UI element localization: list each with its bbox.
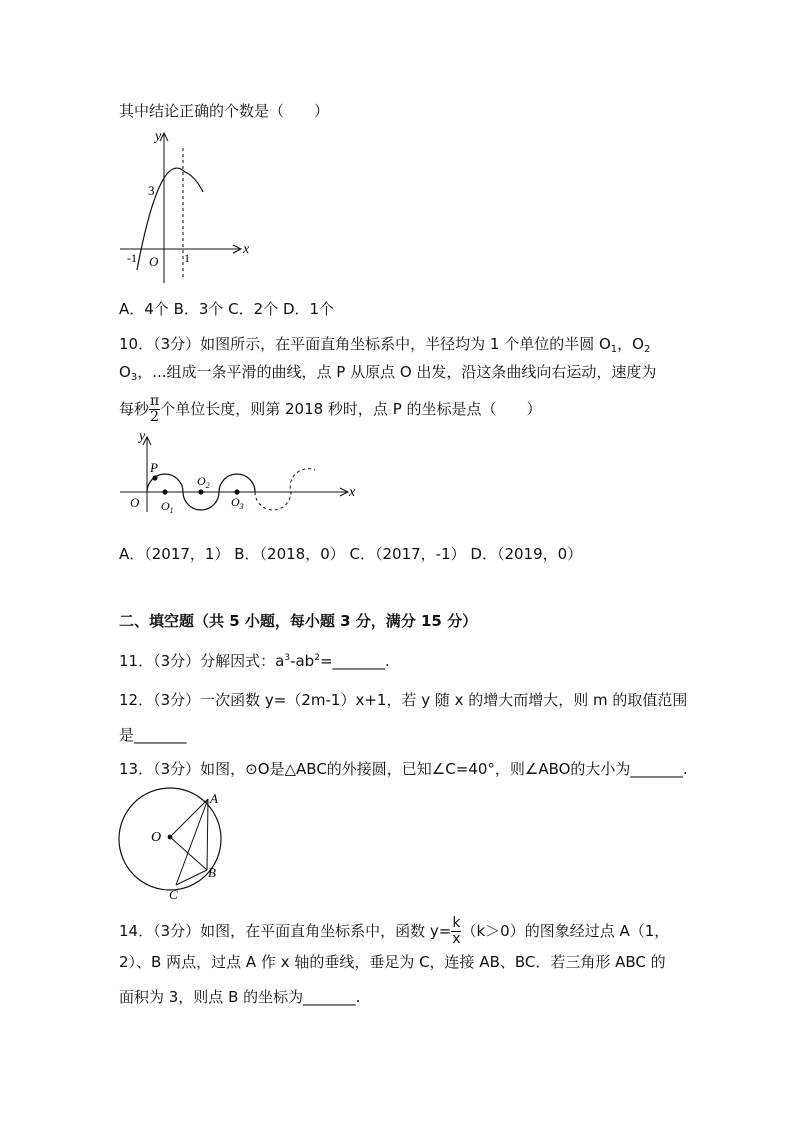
q10-line2: $O_3$，...组成一条平滑的曲线，点 P 从原点 O 出发，沿这条曲线向右运动，速度为 bbox=[119, 363, 657, 383]
q13-a-label: A bbox=[210, 791, 218, 806]
q9-parabola-graph bbox=[115, 128, 255, 288]
q9-stem: 其中结论正确的个数是（ ） bbox=[119, 102, 330, 120]
q12-line1: 12．（3分）一次函数 y=（2m-1）x+1，若 y 随 x 的增大而增大，则 m 的取值范围 bbox=[119, 691, 688, 709]
q9-options: A．4个 B．3个 C．2个 D．1个 bbox=[119, 300, 335, 318]
q14-line3: 面积为 3，则点 B 的坐标为_______. bbox=[119, 988, 361, 1006]
q10-p-label: P bbox=[150, 460, 158, 475]
q9-origin-label: O bbox=[149, 254, 159, 269]
q13-text: 13．（3分）如图，⊙O是△ABC的外接圆，已知∠C=40°，则∠ABO的大小为_______. bbox=[119, 760, 688, 778]
q10-o3-label: $O_3$ bbox=[231, 495, 244, 511]
pi-over-2-fraction: $\frac{\pi}{2}$ bbox=[150, 393, 160, 425]
q9-tick-3: 3 bbox=[148, 183, 155, 198]
q9-x-label: x bbox=[243, 242, 250, 257]
q14-line2: 2）、B 两点，过点 A 作 x 轴的垂线，垂足为 C，连接 AB、BC．若三角形 ABC 的 bbox=[119, 953, 666, 971]
q10-semicircle-graph bbox=[115, 430, 360, 515]
q13-o-label: O bbox=[151, 830, 162, 845]
q10-options: A．（2017，1） B．（2018，0） C．（2017，-1） D．（2019，0） bbox=[119, 545, 583, 563]
section-2-heading: 二、填空题（共 5 小题，每小题 3 分，满分 15 分） bbox=[119, 612, 478, 630]
q10-line1: 10．（3分）如图所示，在平面直角坐标系中，半径均为 1 个单位的半圆 $O_1$，$O_2$ bbox=[119, 335, 651, 355]
k-over-x-fraction: $\frac{k}{x}$ bbox=[452, 915, 461, 947]
q10-o2-label: $O_2$ bbox=[197, 474, 210, 490]
q10-origin-label: O bbox=[130, 495, 140, 510]
q13-b-label: B bbox=[208, 865, 216, 880]
q10-y-label: y bbox=[139, 429, 146, 444]
q10-o1-label: $O_1$ bbox=[161, 499, 174, 515]
q11-text: 11．（3分）分解因式：$a^3-ab^2=\_\_\_\_\_\_\_$. bbox=[119, 652, 390, 670]
q13-circle-graph bbox=[115, 788, 240, 903]
q13-c-label: C bbox=[169, 887, 178, 902]
q12-line2: 是_______ bbox=[119, 726, 187, 744]
q9-tick-neg1: -1 bbox=[127, 251, 137, 265]
q10-line3: 每秒 $\frac{\pi}{2}$ 个单位长度，则第 2018 秒时，点 P 的坐标是点（ ） bbox=[119, 393, 542, 425]
q14-line1: 14．（3分）如图，在平面直角坐标系中，函数 y= $\frac{k}{x}$ （k＞0）的图象经过点 A（1， bbox=[119, 915, 670, 947]
q10-x-label: x bbox=[349, 485, 356, 500]
q9-y-label: y bbox=[155, 129, 162, 144]
q9-tick-1: 1 bbox=[184, 251, 190, 265]
